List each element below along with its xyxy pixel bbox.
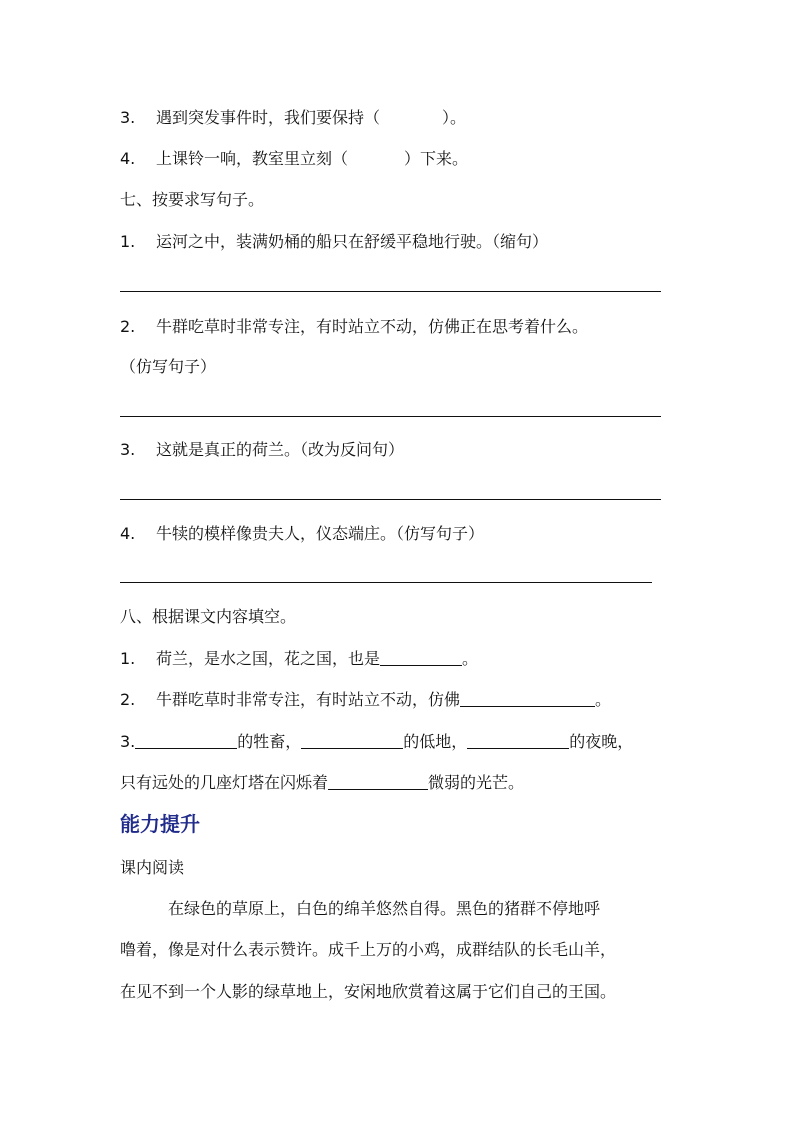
rewrite-item-2 — [120, 317, 588, 337]
item-text-end: ）下来。 — [404, 149, 469, 168]
rewrite-item-3 — [120, 440, 404, 460]
section-8-title: 八、根据课文内容填空。 — [120, 607, 297, 626]
fill-item-1 — [120, 649, 478, 669]
fill-item-3 — [120, 732, 633, 752]
section-heading: 能力提升 — [120, 812, 200, 836]
item-text: 的夜晚， — [569, 732, 634, 751]
item-number: 1. — [120, 232, 136, 251]
reading-paragraph-line-2: 噜着，像是对什么表示赞许。成千上万的小鸡，成群结队的长毛山羊， — [120, 940, 617, 959]
item-number: 1. — [120, 649, 136, 668]
item-number: 4. — [120, 149, 136, 168]
item-text: 牛犊的模样像贵夫人，仪态端庄。（仿写句子） — [156, 524, 485, 543]
item-text-end: 。 — [462, 649, 479, 668]
item-text: 运河之中，装满奶桶的船只在舒缓平稳地行驶。（缩句） — [156, 232, 549, 251]
subheading: 课内阅读 — [120, 858, 185, 877]
item-text: 的低地， — [403, 732, 468, 751]
fill-item-3-line-2 — [120, 773, 524, 793]
fill-blank[interactable] — [328, 773, 428, 790]
item-3 — [120, 108, 466, 128]
item-text-end: 。 — [595, 690, 612, 709]
answer-line[interactable] — [120, 582, 652, 583]
fill-blank[interactable] — [467, 732, 569, 749]
item-text-end: ）。 — [442, 108, 467, 127]
fill-blank[interactable] — [380, 649, 462, 666]
item-number: 3. — [120, 440, 136, 459]
item-number: 2. — [120, 690, 136, 709]
item-4 — [120, 149, 468, 169]
fill-blank[interactable] — [135, 732, 237, 749]
section-7-title: 七、按要求写句子。 — [120, 190, 265, 209]
item-number: 2. — [120, 317, 136, 336]
item-text: 上课铃一响，教室里立刻（ — [156, 149, 349, 168]
item-number: 3. — [120, 732, 136, 751]
item-text: 荷兰，是水之国，花之国，也是 — [156, 649, 381, 668]
item-number: 4. — [120, 524, 136, 543]
answer-line[interactable] — [120, 291, 661, 292]
item-text: 牛群吃草时非常专注，有时站立不动，仿佛正在思考着什么。 — [156, 317, 589, 336]
item-text: 的牲畜， — [237, 732, 302, 751]
rewrite-item-2-tail: （仿写句子） — [120, 357, 217, 376]
item-number: 3. — [120, 108, 136, 127]
answer-line[interactable] — [120, 499, 661, 500]
reading-paragraph-line-3: 在见不到一个人影的绿草地上，安闲地欣赏着这属于它们自己的王国。 — [120, 982, 617, 1001]
reading-paragraph-line-1: 在绿色的草原上，白色的绵羊悠然自得。黑色的猪群不停地呼 — [168, 899, 601, 918]
item-text: 只有远处的几座灯塔在闪烁着 — [120, 773, 329, 792]
item-text: 牛群吃草时非常专注，有时站立不动，仿佛 — [156, 690, 461, 709]
fill-item-2 — [120, 690, 611, 710]
rewrite-item-4 — [120, 524, 484, 544]
item-text: 微弱的光芒。 — [428, 773, 525, 792]
rewrite-item-1 — [120, 232, 548, 252]
fill-blank[interactable] — [460, 690, 595, 707]
fill-blank[interactable] — [301, 732, 403, 749]
item-text: 遇到突发事件时，我们要保持（ — [156, 108, 381, 127]
answer-line[interactable] — [120, 416, 661, 417]
item-text: 这就是真正的荷兰。（改为反问句） — [156, 440, 405, 459]
